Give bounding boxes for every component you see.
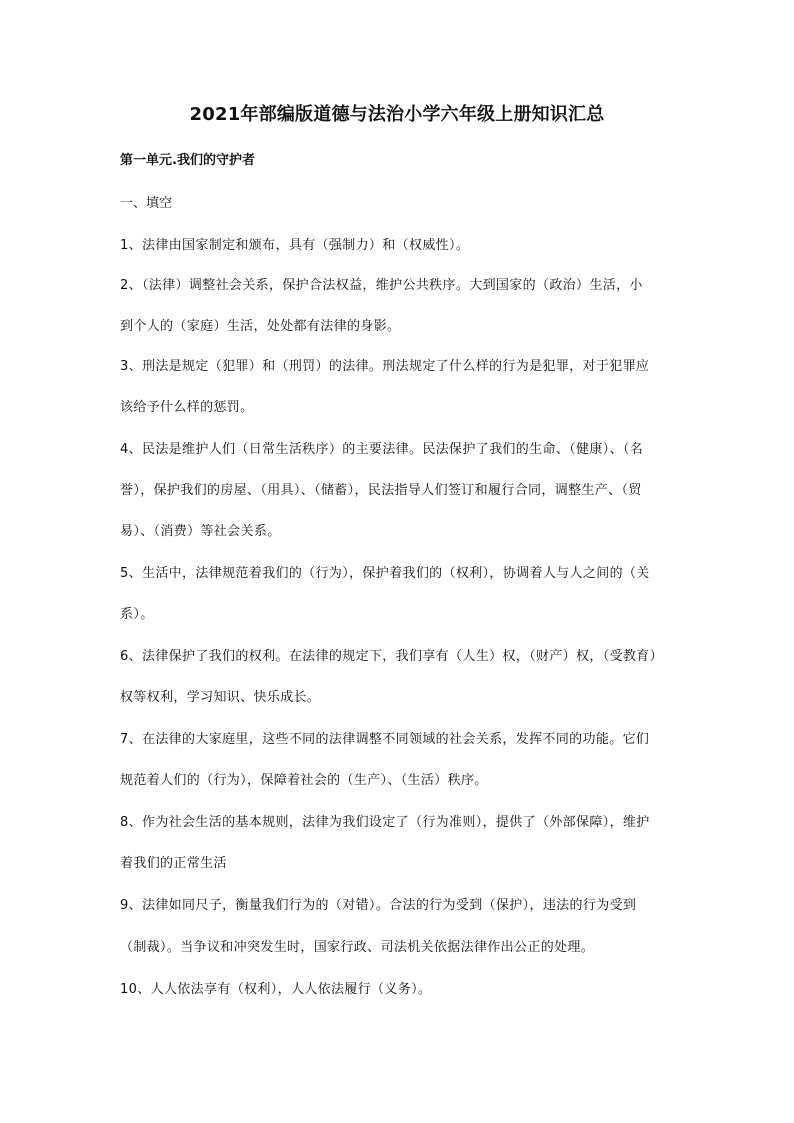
section-heading: 一、填空 xyxy=(120,196,173,211)
text-line: 该给予什么样的惩罚。 xyxy=(120,400,254,415)
text-line: 到个人的（家庭）生活，处处都有法律的身影。 xyxy=(120,319,401,334)
text-line: 9、法律如同尺子，衡量我们行为的（对错）。合法的行为受到（保护），违法的行为受到 xyxy=(120,898,637,913)
text-line: 6、法律保护了我们的权利。在法律的规定下，我们享有（人生）权，（财产）权，（受教育） xyxy=(120,649,663,664)
text-line: 着我们的正常生活 xyxy=(120,856,227,871)
text-line: 1、法律由国家制定和颁布，具有（强制力）和（权威性）。 xyxy=(120,238,470,253)
text-line: 易）、（消费）等社会关系。 xyxy=(120,524,281,539)
text-line: （制裁）。当争议和冲突发生时，国家行政、司法机关依据法律作出公正的处理。 xyxy=(120,940,595,955)
text-line: 权等权利，学习知识、快乐成长。 xyxy=(120,690,321,705)
text-line: 7、在法律的大家庭里，这些不同的法律调整不同领域的社会关系，发挥不同的功能。它们 xyxy=(120,732,650,747)
document-title: 2021年部编版道德与法治小学六年级上册知识汇总 xyxy=(189,104,605,125)
text-line: 10、人人依法享有（权利），人人依法履行（义务）。 xyxy=(120,982,432,997)
text-line: 规范着人们的（行为），保障着社会的（生产）、（生活）秩序。 xyxy=(120,773,488,788)
text-line: 3、刑法是规定（犯罪）和（刑罚）的法律。刑法规定了什么样的行为是犯罪，对于犯罪应 xyxy=(120,359,650,374)
text-line: 2、（法律）调整社会关系，保护合法权益，维护公共秩序。大到国家的（政治）生活，小 xyxy=(120,278,643,293)
text-line: 系）。 xyxy=(120,607,154,622)
text-line: 5、生活中，法律规范着我们的（行为），保护着我们的（权利），协调着人与人之间的（关 xyxy=(120,566,650,581)
text-line: 4、民法是维护人们（日常生活秩序）的主要法律。民法保护了我们的生命、（健康）、（名 xyxy=(120,442,644,457)
text-line: 8、作为社会生活的基本规则，法律为我们设定了（行为准则），提供了（外部保障），维护 xyxy=(120,815,650,830)
unit-heading: 第一单元.我们的守护者 xyxy=(120,153,255,168)
text-line: 誉），保护我们的房屋、（用具）、（储蓄），民法指导人们签订和履行合同，调整生产、（贸 xyxy=(120,483,642,498)
